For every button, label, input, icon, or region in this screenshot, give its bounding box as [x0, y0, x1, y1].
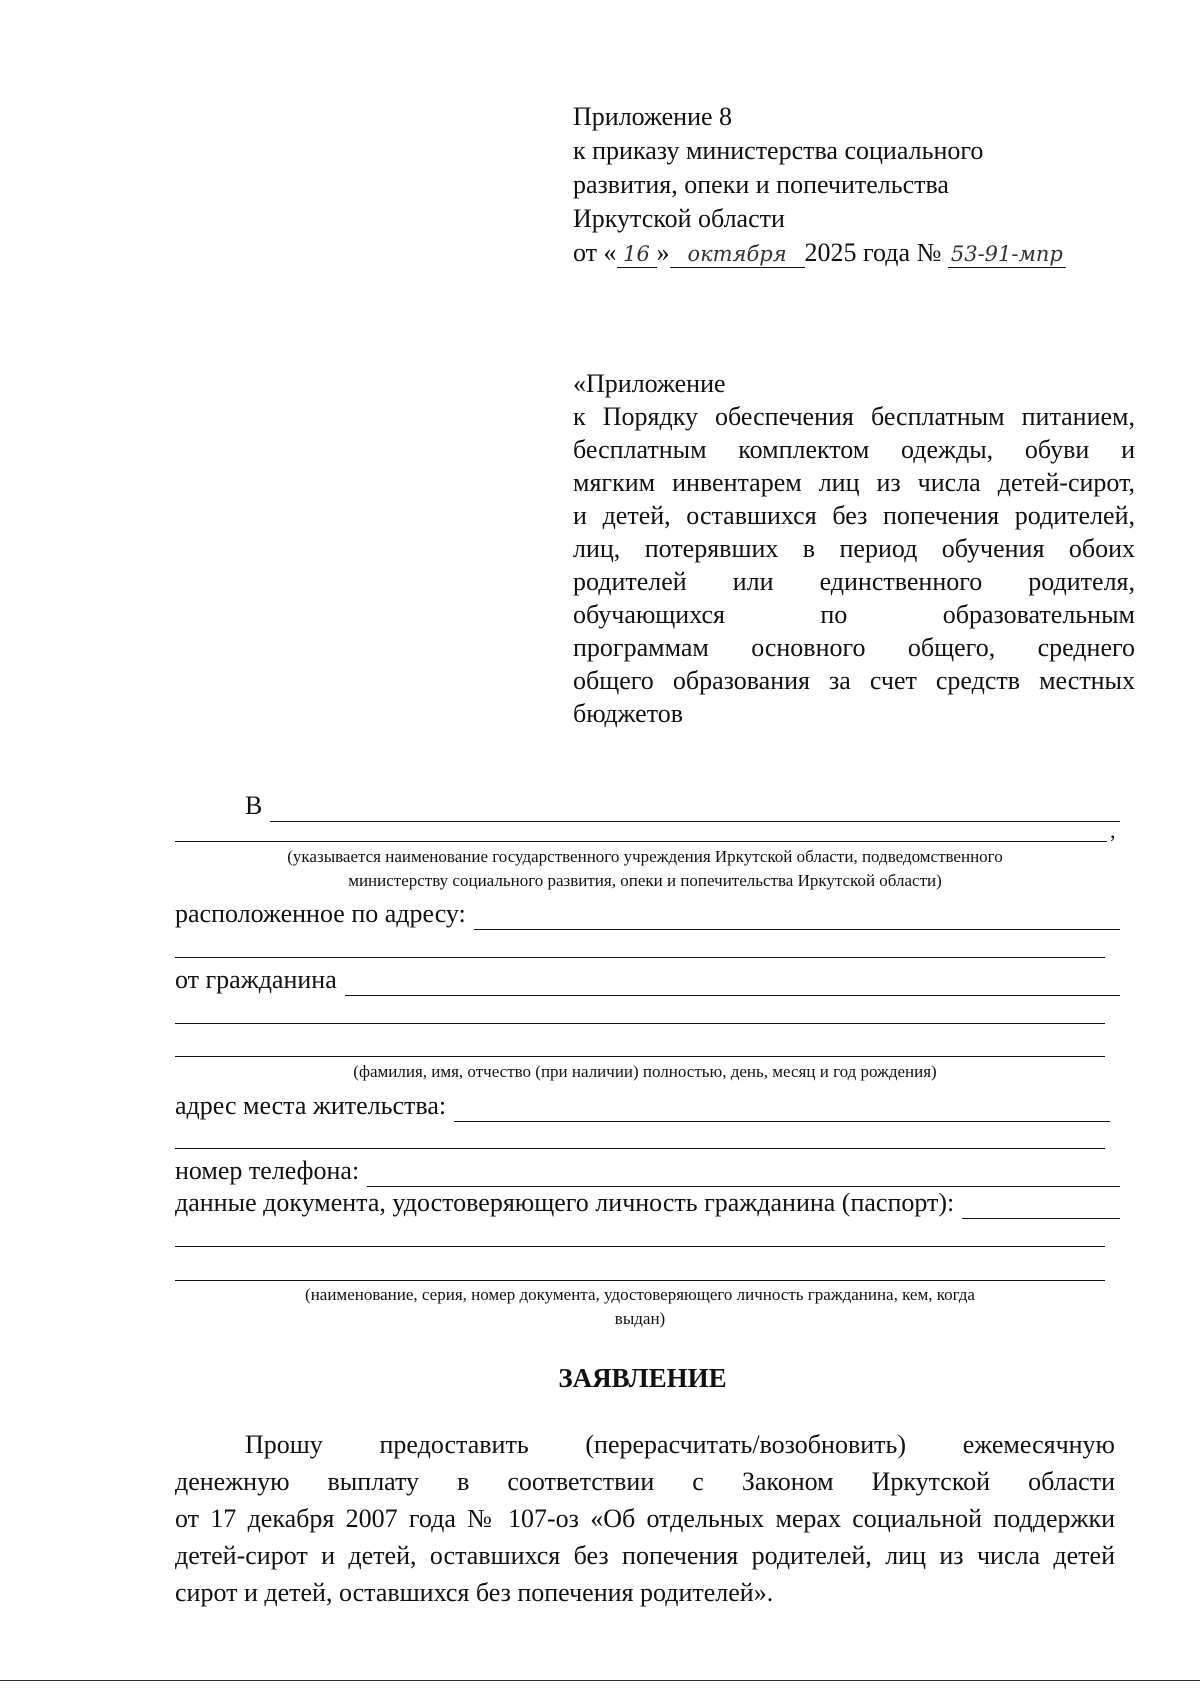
document-row	[175, 1187, 1120, 1219]
order-number-field: 53-91-мпр	[948, 241, 1066, 268]
date-mid: »	[656, 238, 670, 267]
appendix-line: бесплатным комплектом одежды, обуви и	[573, 435, 1135, 464]
statement-line: от 17 декабря 2007 года № 107-оз «Об отдельных мерах социальной поддержки	[175, 1504, 1115, 1533]
citizen-label: от гражданина	[175, 965, 337, 994]
header-line: развития, опеки и попечительства	[573, 170, 949, 199]
address-field-line2[interactable]	[175, 957, 1105, 958]
citizen-field[interactable]	[345, 971, 1120, 996]
page-bottom-rule	[0, 1680, 1200, 1681]
appendix-line: программам основного общего, среднего	[573, 633, 1135, 662]
residence-row	[175, 1090, 1110, 1122]
appendix-line: родителей или единственного родителя,	[573, 567, 1135, 596]
document-label: данные документа, удостоверяющего личность гражданина (паспорт):	[175, 1188, 955, 1217]
statement-line: детей-сирот и детей, оставшихся без попечения родителей, лиц из числа детей	[175, 1541, 1115, 1570]
institution-field-line2[interactable]	[175, 841, 1107, 842]
appendix-line: лиц, потерявших в период обучения обоих	[573, 534, 1135, 563]
caption-line: выдан)	[614, 1309, 666, 1328]
header-line: к приказу министерства социального	[573, 136, 984, 165]
date-year-text: 2025 года №	[804, 238, 942, 267]
appendix-line: к Порядку обеспечения бесплатным питанием,	[573, 402, 1135, 431]
document-field-line2[interactable]	[175, 1246, 1105, 1247]
address-row	[175, 898, 1120, 930]
appendix-line: общего образования за счет средств местных	[573, 666, 1135, 695]
document-field[interactable]	[962, 1194, 1120, 1219]
document-field-line3[interactable]	[175, 1280, 1105, 1281]
residence-field-line2[interactable]	[175, 1148, 1105, 1149]
institution-row	[245, 790, 1120, 822]
citizen-row	[175, 964, 1120, 996]
appendix-line: обучающихся по образовательным	[573, 600, 1135, 629]
caption-line: (наименование, серия, номер документа, удостоверяющего личность гражданина, кем, когда	[305, 1285, 975, 1304]
statement-body	[175, 1426, 1115, 1611]
residence-label: адрес места жительства:	[175, 1091, 447, 1120]
date-month-field: октября	[670, 241, 805, 268]
caption-line: министерству социального развития, опеки и попечительства Иркутской области)	[348, 871, 942, 890]
comma: ,	[1110, 818, 1116, 843]
phone-field[interactable]	[367, 1162, 1120, 1187]
header-line: Приложение 8	[573, 102, 733, 131]
caption-line: (указывается наименование государственного учреждения Иркутской области, подведомственного	[287, 847, 1003, 866]
residence-field[interactable]	[454, 1097, 1110, 1122]
appendix-line: «Приложение	[573, 369, 726, 398]
address-field[interactable]	[474, 905, 1120, 930]
to-label: В	[245, 791, 263, 820]
institution-caption	[165, 845, 1125, 893]
appendix-line: бюджетов	[573, 699, 684, 728]
appendix-line: и детей, оставшихся без попечения родителей,	[573, 501, 1135, 530]
date-day-field: 16	[617, 241, 657, 268]
citizen-caption: (фамилия, имя, отчество (при наличии) полностью, день, месяц и год рождения)	[353, 1062, 937, 1081]
address-label: расположенное по адресу:	[175, 899, 466, 928]
statement-title: ЗАЯВЛЕНИЕ	[558, 1363, 727, 1393]
order-date-line	[573, 236, 1066, 270]
document-caption	[200, 1283, 1080, 1331]
institution-field[interactable]	[270, 797, 1120, 822]
statement-line: Прошу предоставить (перерасчитать/возобновить) ежемесячную	[245, 1430, 1115, 1459]
statement-line: денежную выплату в соответствии с Законом Иркутской области	[175, 1467, 1115, 1496]
appendix-line: мягким инвентарем лиц из числа детей-сирот,	[573, 468, 1135, 497]
citizen-field-line3[interactable]	[175, 1056, 1105, 1057]
appendix-block	[573, 367, 1135, 730]
statement-line: сирот и детей, оставшихся без попечения родителей».	[175, 1578, 774, 1607]
date-prefix: от «	[573, 238, 617, 267]
header-line: Иркутской области	[573, 204, 785, 233]
citizen-field-line2[interactable]	[175, 1023, 1105, 1024]
phone-label: номер телефона:	[175, 1156, 360, 1185]
order-header	[573, 100, 1066, 270]
phone-row	[175, 1155, 1120, 1187]
